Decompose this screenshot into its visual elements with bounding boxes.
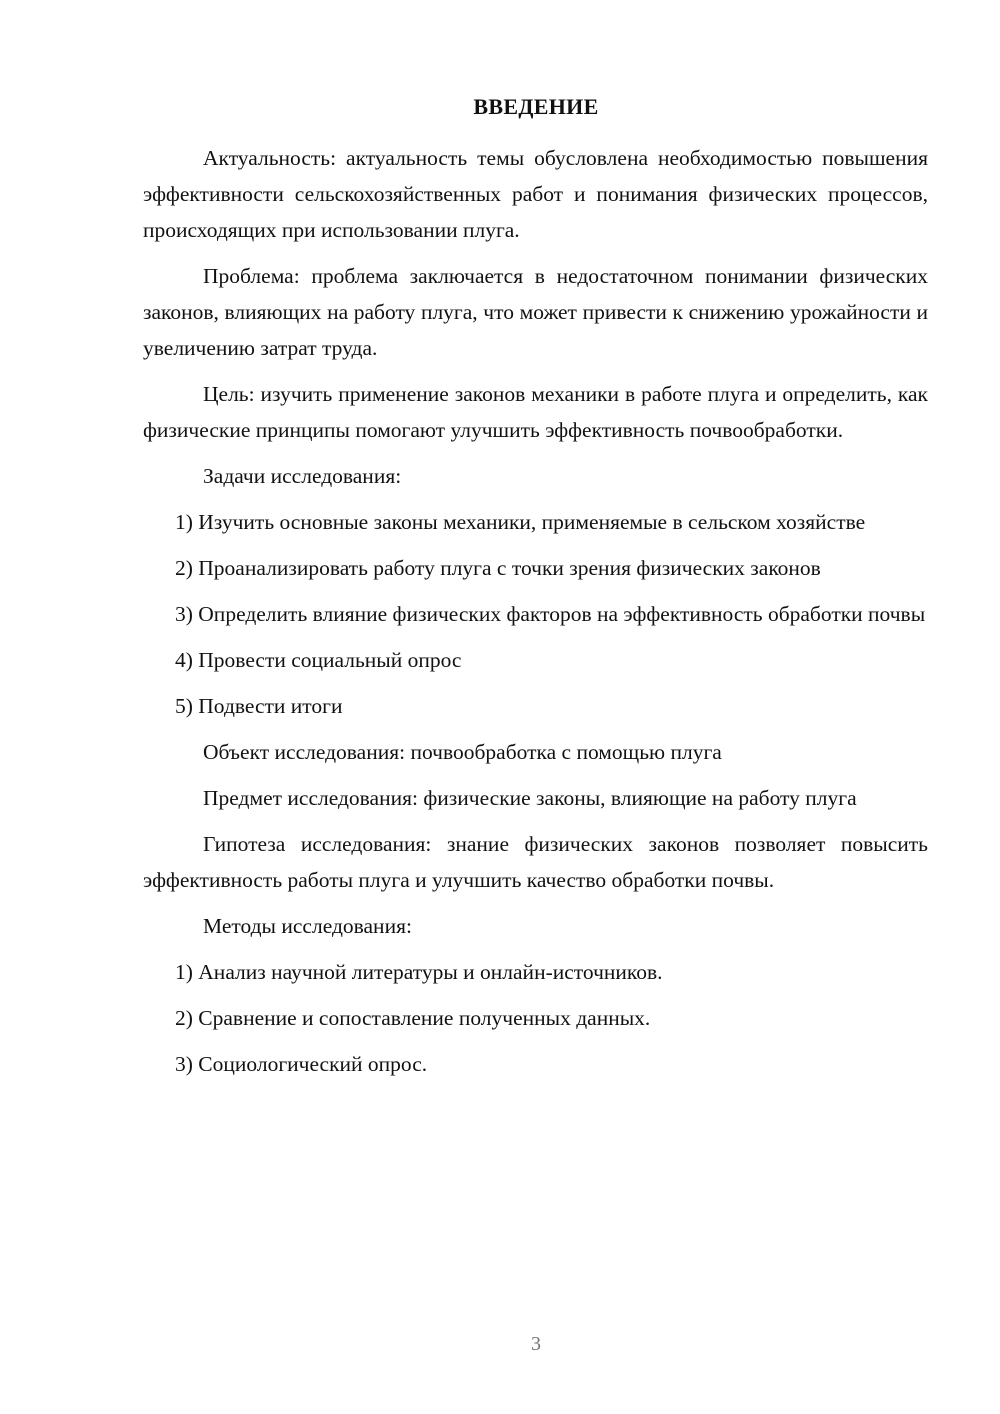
methods-title: Методы исследования: [203,914,412,938]
subject-paragraph: Предмет исследования: физические законы, влияющие на работу плуга [203,786,857,810]
method-item: 2) Сравнение и сопоставление полученных данных. [175,1006,651,1030]
problem-paragraph: Проблема: проблема заключается в недостаточном понимании физических законов, влияющих на работу плуга, что может привести к снижению урожайности и увеличению затрат труда. [143,264,928,360]
section-heading: ВВЕДЕНИЕ [473,94,599,119]
object-paragraph: Объект исследования: почвообработка с помощью плуга [203,740,722,764]
goal-paragraph: Цель: изучить применение законов механики в работе плуга и определить, как физические принципы помогают улучшить эффективность почвообработки. [143,382,928,442]
method-item: 1) Анализ научной литературы и онлайн-источников. [175,960,663,984]
tasks-title: Задачи исследования: [203,464,402,488]
method-item: 3) Социологический опрос. [175,1052,428,1076]
document-body [143,140,928,1092]
task-item: 2) Проанализировать работу плуга с точки зрения физических законов [175,556,821,580]
task-item: 4) Провести социальный опрос [175,648,462,672]
task-item: 5) Подвести итоги [175,694,343,718]
task-item: 1) Изучить основные законы механики, применяемые в сельском хозяйстве [175,510,866,534]
hypothesis-paragraph: Гипотеза исследования: знание физических законов позволяет повысить эффективность работы плуга и улучшить качество обработки почвы. [143,832,928,892]
task-item: 3) Определить влияние физических факторов на эффективность обработки почвы [175,602,926,626]
page-number: 3 [531,1333,541,1355]
relevance-paragraph: Актуальность: актуальность темы обусловлена необходимостью повышения эффективности сельскохозяйственных работ и понимания физических процессов, происходящих при использовании плуга. [143,146,928,242]
